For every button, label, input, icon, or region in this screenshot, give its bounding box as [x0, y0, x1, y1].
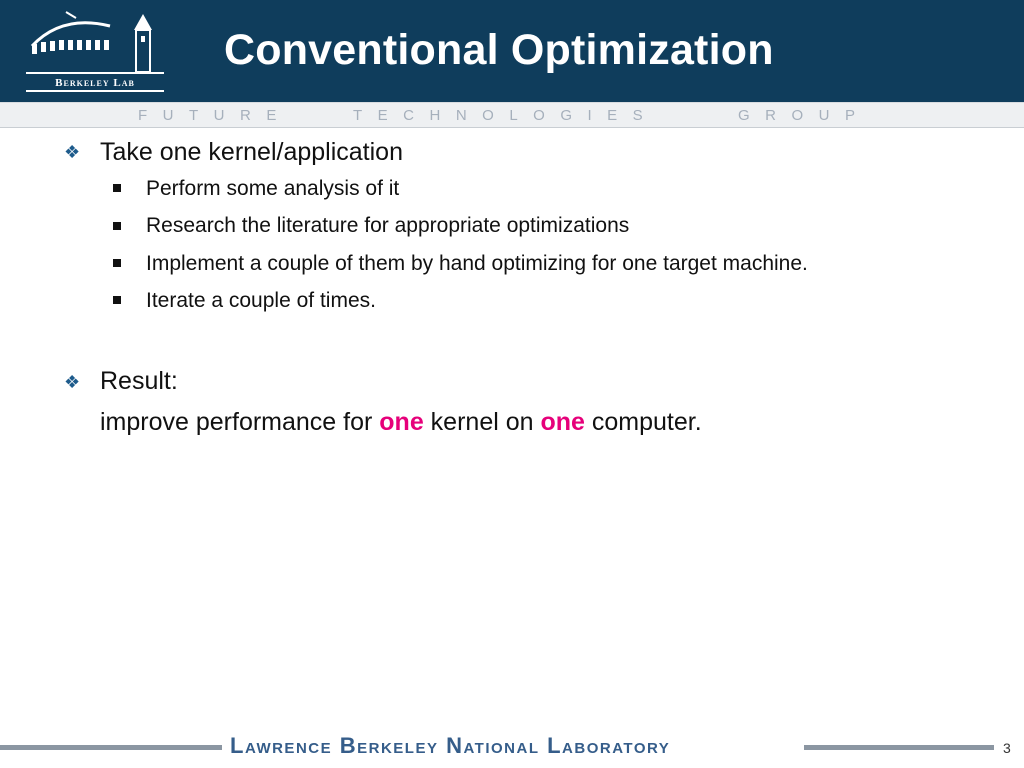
page-number: 3: [1003, 740, 1011, 756]
group-band: [0, 102, 1024, 128]
highlight-one: one: [379, 408, 424, 436]
highlight-one: one: [540, 408, 585, 436]
group-word-technologies: TECHNOLOGIES: [353, 107, 659, 124]
result-text-part: kernel on: [423, 408, 541, 436]
square-bullet-icon: [113, 259, 121, 267]
square-bullet-icon: [113, 222, 121, 230]
result-line: [100, 408, 702, 437]
sub-bullet: Perform some analysis of it: [146, 177, 400, 200]
bullet-result: Result:: [100, 367, 178, 395]
logo-text: Berkeley Lab: [55, 77, 135, 89]
group-word-group: GROUP: [738, 107, 871, 124]
footer-rule-right: [804, 745, 994, 750]
footer-rule-left: [0, 745, 222, 750]
result-text-part: computer.: [584, 408, 702, 436]
sub-bullet: Iterate a couple of times.: [146, 289, 376, 312]
sub-bullet: Research the literature for appropriate optimizations: [146, 214, 630, 237]
square-bullet-icon: [113, 184, 121, 192]
bullet-take-one-kernel: Take one kernel/application: [100, 138, 403, 166]
berkeley-lab-logo-icon: [22, 6, 168, 96]
footer-lab-name: Lawrence Berkeley National Laboratory: [230, 733, 671, 758]
group-word-future: FUTURE: [138, 107, 292, 124]
sub-bullet: Implement a couple of them by hand optimizing for one target machine.: [146, 252, 808, 275]
slide-header: [0, 0, 1024, 102]
slide-title: Conventional Optimization: [224, 26, 774, 74]
square-bullet-icon: [113, 296, 121, 304]
result-text-part: improve performance for: [100, 408, 380, 436]
diamond-bullet-icon: ❖: [64, 372, 81, 392]
diamond-bullet-icon: ❖: [64, 142, 81, 162]
